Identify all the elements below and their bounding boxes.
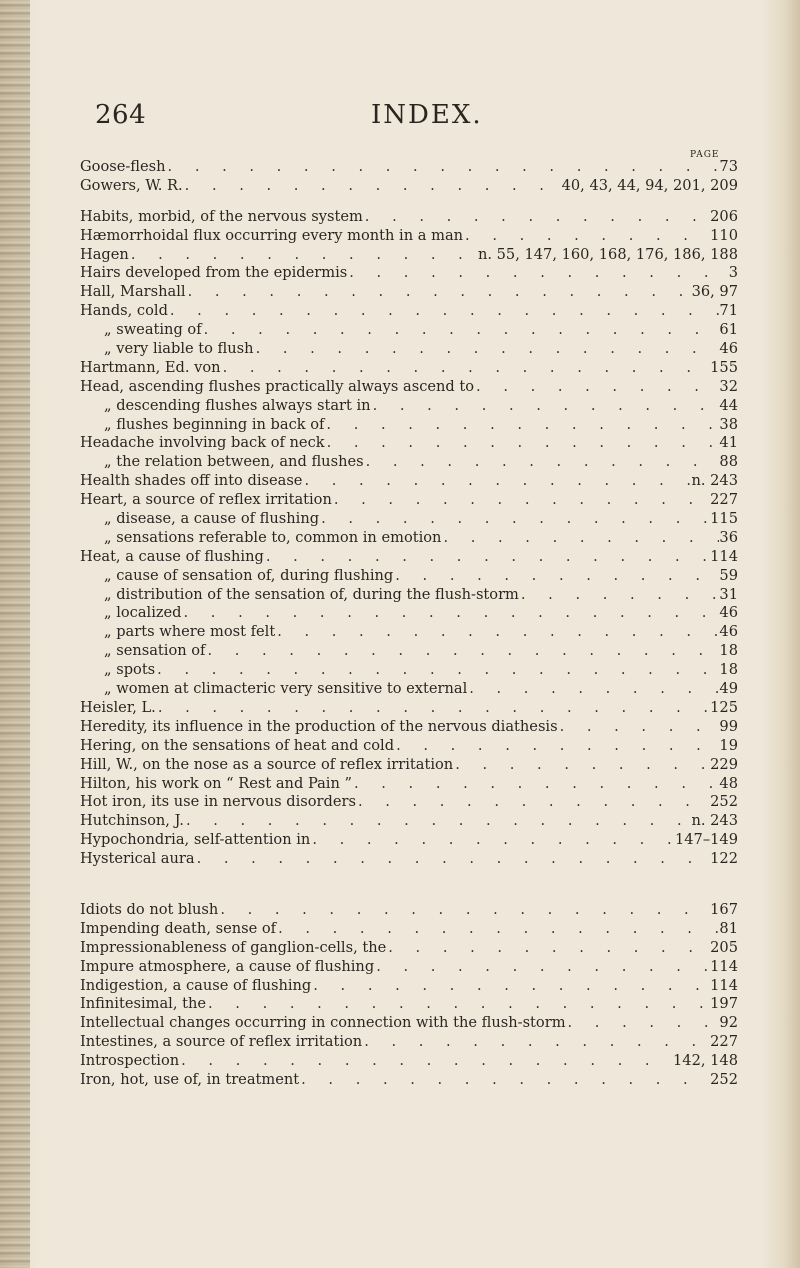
index-pages: 252: [710, 1070, 738, 1088]
leader-dots: [302, 472, 691, 491]
leader-dots: [276, 920, 719, 939]
index-entry: [80, 359, 738, 378]
index-pages: 92: [719, 1014, 738, 1032]
index-term: Hagen: [80, 245, 129, 263]
index-entry: [80, 1014, 738, 1033]
index-entry: [80, 321, 738, 340]
page-header: [95, 100, 715, 140]
index-pages: 88: [719, 453, 738, 471]
index-pages: 197: [710, 995, 738, 1013]
leader-dots: [264, 548, 710, 567]
index-term: Goose-flesh: [80, 158, 166, 175]
index-entry: [80, 699, 738, 718]
index-term: Headache involving back of neck: [80, 434, 325, 452]
leader-dots: [183, 177, 562, 196]
index-term: Iron, hot, use of, in treatment: [80, 1070, 300, 1088]
leader-dots: [364, 453, 720, 472]
leader-dots: [332, 491, 710, 510]
index-pages: 142, 148: [673, 1052, 738, 1070]
index-term: Impending death, sense of: [80, 919, 277, 937]
index-term: „ women at climacteric very sensitive to external: [104, 680, 468, 698]
index-term: Introspection: [80, 1052, 180, 1070]
leader-dots: [393, 567, 719, 586]
index-pages: 46: [719, 340, 738, 358]
index-entry: [80, 586, 738, 605]
index-pages: 32: [719, 377, 738, 395]
index-pages: 18: [719, 661, 738, 679]
index-pages: 3: [728, 264, 738, 282]
leader-dots: [319, 510, 710, 529]
leader-dots: [362, 1033, 710, 1052]
index-entry: [80, 264, 738, 283]
index-term: Impure atmosphere, a cause of flushing: [80, 957, 375, 975]
index-entry: [80, 246, 738, 265]
index-pages: 110: [710, 226, 738, 244]
index-term: „ sensations referable to, common in emotion: [104, 528, 442, 546]
leader-dots: [371, 397, 720, 416]
index-pages: 40, 43, 44, 94, 201, 209: [561, 176, 738, 194]
index-pages: 227: [710, 491, 738, 509]
spacer: [80, 196, 738, 208]
index-pages: 155: [710, 358, 738, 376]
index-term: Idiots do not blush: [80, 900, 219, 918]
index-entry: [80, 340, 738, 359]
leader-dots: [311, 977, 710, 996]
index-pages: 81: [719, 919, 738, 937]
index-pages: 46: [719, 604, 738, 622]
leader-dots: [463, 227, 710, 246]
index-term: Intestines, a source of reflex irritation: [80, 1033, 363, 1051]
index-term: Heart, a source of reflex irritation: [80, 491, 332, 509]
index-pages: 114: [710, 976, 738, 994]
index-entry: [80, 737, 738, 756]
index-term: Hypochondria, self-attention in: [80, 831, 311, 849]
index-term: Health shades off into disease: [80, 472, 303, 490]
index-entry: [80, 604, 738, 623]
index-term: Hairs developed from the epidermis: [80, 264, 348, 282]
leader-dots: [168, 302, 720, 321]
leader-dots: [474, 378, 719, 397]
index-entry: [80, 642, 738, 661]
index-entry: [80, 491, 738, 510]
index-term: Gowers, W. R.: [80, 176, 183, 194]
index-pages: 18: [719, 642, 738, 660]
index-term: Heredity, its influence in the production of the nervous diathesis: [80, 717, 558, 735]
index-pages: 114: [710, 957, 738, 975]
index-term: „ sweating of: [104, 321, 202, 339]
index-term: Hæmorrhoidal flux occurring every month in a man: [80, 226, 464, 244]
index-entry: [80, 227, 738, 246]
index-pages: 167: [710, 900, 738, 918]
leader-dots: [347, 264, 728, 283]
index-pages: 125: [710, 698, 738, 716]
index-term: Hilton, his work on “ Rest and Pain ”: [80, 774, 352, 792]
leader-dots: [325, 434, 720, 453]
index-pages: 31: [719, 585, 738, 603]
index-term: „ parts where most felt: [104, 623, 276, 641]
index-block-h: [80, 208, 738, 869]
index-term: Hartmann, Ed. von: [80, 358, 221, 376]
index-term: Hot iron, its use in nervous disorders: [80, 793, 356, 811]
index-entry: [80, 831, 738, 850]
index-term: Indigestion, a cause of flushing: [80, 976, 312, 994]
index-pages: n. 243: [691, 812, 738, 830]
index-entry: [80, 453, 738, 472]
index-entry: [80, 901, 738, 920]
page-title: INDEX.: [371, 100, 483, 130]
leader-dots: [352, 775, 719, 794]
index-list: [80, 158, 738, 1090]
leader-dots: [441, 529, 719, 548]
index-entry: [80, 378, 738, 397]
index-block-i: [80, 901, 738, 1090]
index-pages: 49: [719, 680, 738, 698]
index-pages: 73: [719, 158, 738, 175]
index-term: Impressionableness of ganglion-cells, the: [80, 938, 387, 956]
index-pages: 48: [719, 774, 738, 792]
leader-dots: [206, 995, 710, 1014]
index-pages: 38: [719, 415, 738, 433]
index-term: „ localized: [104, 604, 182, 622]
index-entry: [80, 510, 738, 529]
leader-dots: [374, 958, 710, 977]
index-term: Infinitesimal, the: [80, 995, 207, 1013]
leader-dots: [310, 831, 675, 850]
index-entry: [80, 995, 738, 1014]
index-term: Hysterical aura: [80, 850, 195, 868]
index-term: „ spots: [104, 661, 156, 679]
index-pages: 71: [719, 302, 738, 320]
index-entry: [80, 812, 738, 831]
index-pages: 205: [710, 938, 738, 956]
index-entry: [80, 529, 738, 548]
leader-dots: [221, 359, 711, 378]
spacer: [80, 869, 738, 901]
index-entry: [80, 434, 738, 453]
index-entry: [80, 756, 738, 775]
index-pages: 122: [710, 850, 738, 868]
index-entry: [80, 177, 738, 196]
leader-dots: [254, 340, 720, 359]
index-term: Heisler, L.: [80, 698, 156, 716]
index-entry: [80, 472, 738, 491]
index-pages: 46: [719, 623, 738, 641]
leader-dots: [179, 1052, 673, 1071]
index-term: Habits, morbid, of the nervous system: [80, 207, 363, 225]
index-term: Intellectual changes occurring in connection with the flush-storm: [80, 1014, 566, 1032]
index-term: „ cause of sensation of, during flushing: [104, 566, 394, 584]
leader-dots: [205, 642, 719, 661]
index-entry: [80, 302, 738, 321]
leader-dots: [299, 1071, 710, 1090]
leader-dots: [453, 756, 710, 775]
index-pages: n. 243: [691, 472, 738, 490]
leader-dots: [156, 699, 710, 718]
leader-dots: [356, 793, 710, 812]
index-term: Hering, on the sensations of heat and cold: [80, 736, 395, 754]
index-block-g: [80, 158, 738, 196]
index-pages: 44: [719, 396, 738, 414]
leader-dots: [195, 850, 711, 869]
leader-dots: [166, 158, 720, 177]
leader-dots: [394, 737, 719, 756]
index-pages: 229: [710, 755, 738, 773]
leader-dots: [186, 283, 692, 302]
index-term: Hill, W., on the nose as a source of reflex irritation: [80, 755, 454, 773]
leader-dots: [202, 321, 720, 340]
index-entry: [80, 283, 738, 302]
index-pages: 59: [719, 566, 738, 584]
index-pages: 252: [710, 793, 738, 811]
leader-dots: [467, 680, 719, 699]
index-term: Hutchinson, J.: [80, 812, 184, 830]
index-term: Hall, Marshall: [80, 283, 186, 301]
index-entry: [80, 958, 738, 977]
index-term: „ descending flushes always start in: [104, 396, 371, 414]
index-term: Heat, a cause of flushing: [80, 547, 264, 565]
index-pages: 61: [719, 321, 738, 339]
index-entry: [80, 850, 738, 869]
leader-dots: [182, 604, 720, 623]
index-pages: 114: [710, 547, 738, 565]
index-entry: [80, 567, 738, 586]
leader-dots: [218, 901, 710, 920]
index-entry: [80, 977, 738, 996]
index-entry: [80, 793, 738, 812]
index-term: „ flushes beginning in back of: [104, 415, 325, 433]
index-term: „ distribution of the sensation of, during the flush-storm: [104, 585, 519, 603]
page-column-label: PAGE: [690, 150, 720, 160]
leader-dots: [363, 208, 710, 227]
leader-dots: [519, 586, 720, 605]
index-pages: 147–149: [674, 831, 738, 849]
leader-dots: [275, 623, 719, 642]
index-pages: 36: [719, 528, 738, 546]
index-entry: [80, 158, 738, 177]
leader-dots: [129, 246, 478, 265]
index-entry: [80, 208, 738, 227]
index-entry: [80, 939, 738, 958]
index-pages: n. 55, 147, 160, 168, 176, 186, 188: [477, 245, 738, 263]
index-pages: 19: [719, 736, 738, 754]
index-pages: 99: [719, 717, 738, 735]
leader-dots: [386, 939, 710, 958]
index-entry: [80, 661, 738, 680]
leader-dots: [558, 718, 720, 737]
index-term: Head, ascending flushes practically always ascend to: [80, 377, 475, 395]
index-pages: 36, 97: [691, 283, 738, 301]
index-pages: 115: [710, 510, 738, 528]
index-pages: 206: [710, 207, 738, 225]
index-term: „ very liable to flush: [104, 340, 254, 358]
index-term: „ sensation of: [104, 642, 206, 660]
index-pages: 41: [719, 434, 738, 452]
index-entry: [80, 1033, 738, 1052]
index-entry: [80, 397, 738, 416]
index-entry: [80, 920, 738, 939]
index-pages: 227: [710, 1033, 738, 1051]
index-term: „ disease, a cause of flushing: [104, 510, 320, 528]
leader-dots: [566, 1014, 720, 1033]
leader-dots: [324, 416, 719, 435]
index-entry: [80, 718, 738, 737]
index-entry: [80, 775, 738, 794]
leader-dots: [155, 661, 719, 680]
index-entry: [80, 416, 738, 435]
index-entry: [80, 548, 738, 567]
index-term: Hands, cold: [80, 302, 168, 320]
index-entry: [80, 680, 738, 699]
index-entry: [80, 1071, 738, 1090]
book-spine-edge: [0, 0, 30, 1268]
index-term: „ the relation between, and flushes: [104, 453, 364, 471]
index-entry: [80, 1052, 738, 1071]
page-number: 264: [95, 100, 147, 130]
leader-dots: [184, 812, 692, 831]
index-entry: [80, 623, 738, 642]
